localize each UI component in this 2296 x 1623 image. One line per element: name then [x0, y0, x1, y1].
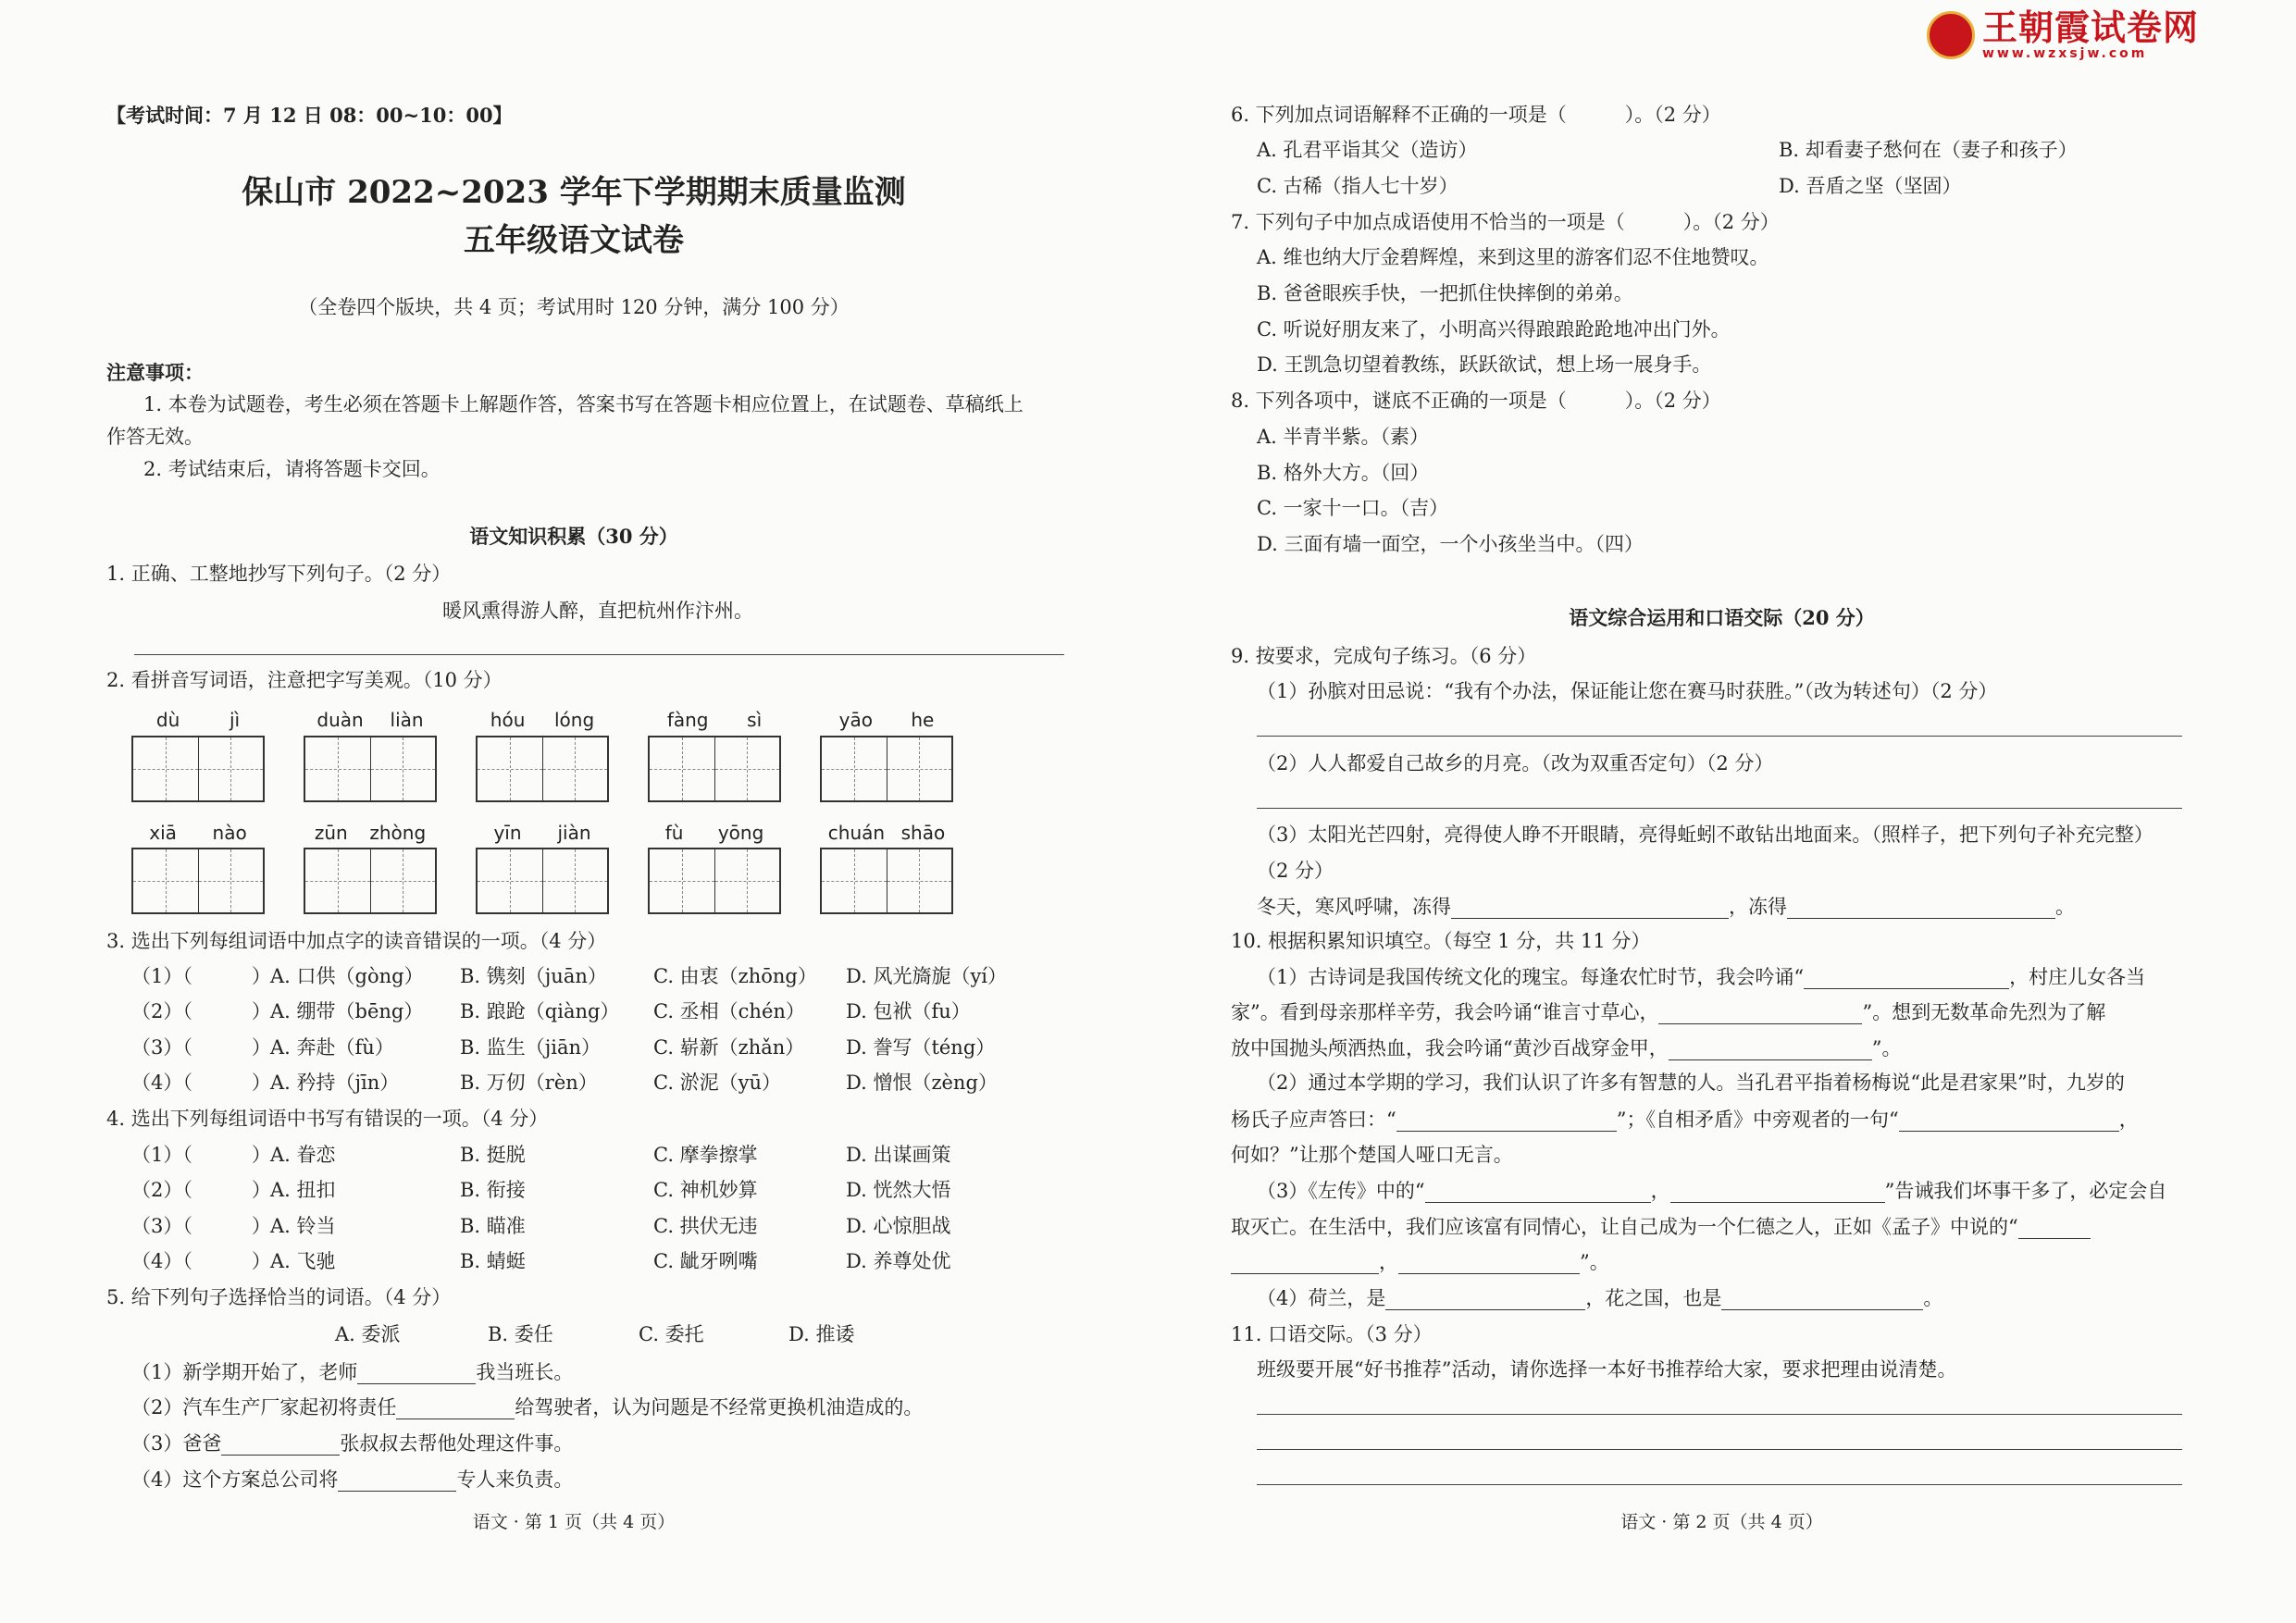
- q4-stem: 4. 选出下列每组词语中书写有错误的一项。（4 分）: [106, 1108, 549, 1130]
- q4-option[interactable]: B. 衔接: [460, 1179, 526, 1201]
- q10-blank[interactable]: [1398, 1250, 1580, 1274]
- writing-grid[interactable]: [476, 848, 609, 914]
- paper-title-line2: 五年级语文试卷: [464, 222, 684, 259]
- q3-option[interactable]: B. 监生（jiān）: [460, 1036, 602, 1059]
- q3-row: （3）（ ）: [131, 1036, 271, 1059]
- q3-option[interactable]: D. 憎恨（zèng）: [846, 1072, 998, 1094]
- q2-stem: 2. 看拼音写词语，注意把字写美观。（10 分）: [106, 669, 503, 691]
- q4-option[interactable]: C. 神机妙算: [653, 1179, 758, 1201]
- page-footer: 语文 · 第 1 页（共 4 页）: [472, 1512, 676, 1532]
- q1-stem: 1. 正确、工整地抄写下列句子。（2 分）: [106, 563, 452, 585]
- q4-option[interactable]: B. 挺脱: [460, 1144, 526, 1166]
- q8-option[interactable]: B. 格外大方。（回）: [1257, 462, 1430, 484]
- q10-p2: 何如？”让那个楚国人哑口无言。: [1231, 1144, 1513, 1166]
- q5-stem: 5. 给下列句子选择恰当的词语。（4 分）: [106, 1286, 452, 1308]
- q4-option[interactable]: A. 眷恋: [270, 1144, 336, 1166]
- q4-option[interactable]: B. 蜻蜓: [460, 1250, 526, 1272]
- q10-blank[interactable]: [2018, 1215, 2091, 1239]
- site-logo[interactable]: [1927, 9, 2199, 61]
- q9-blank[interactable]: [1451, 895, 1729, 919]
- writing-grid[interactable]: [304, 848, 437, 914]
- q4-option[interactable]: C. 拱伏无违: [653, 1215, 758, 1237]
- writing-grid[interactable]: [820, 848, 953, 914]
- q3-option[interactable]: B. 踉跄（qiàng）: [460, 1000, 620, 1022]
- q10-p2: （2）通过本学期的学习，我们认识了许多有智慧的人。当孔君平指着杨梅说“此是君家果”时，九岁的: [1257, 1072, 2125, 1094]
- q5-blank[interactable]: [338, 1468, 456, 1492]
- q5-option-c: C. 委托: [639, 1323, 704, 1345]
- q6-option[interactable]: D. 吾盾之坚（坚固）: [1779, 175, 1962, 197]
- q3-option[interactable]: A. 口供（gòng）: [270, 965, 424, 987]
- writing-grid[interactable]: [476, 736, 609, 802]
- q10-p3: （3）《左传》中的“ ， ”告诫我们坏事干多了，必定会自: [1257, 1180, 2167, 1202]
- q4-row: （3）（ ）: [131, 1215, 271, 1237]
- q11-text: 班级要开展“好书推荐”活动，请你选择一本好书推荐给大家，要求把理由说清楚。: [1257, 1358, 1957, 1381]
- q10-p2: 杨氏子应声答曰：“ ”；《自相矛盾》中旁观者的一句“ ，: [1231, 1109, 2139, 1131]
- q10-p1: （1）古诗词是我国传统文化的瑰宝。每逢农忙时节，我会吟诵“ ，村庄儿女各当: [1257, 966, 2146, 988]
- q5-item: （4）这个方案总公司将 专人来负责。: [131, 1468, 574, 1491]
- q10-blank[interactable]: [1385, 1286, 1585, 1310]
- q4-row: （1）（ ）: [131, 1144, 271, 1166]
- pinyin-pair: dù jì: [155, 709, 241, 731]
- q10-p3: 取灭亡。在生活中，我们应该富有同情心，让自己成为一个仁德之人，正如《孟子》中说的“: [1231, 1215, 2091, 1239]
- pinyin-pair: zūn zhòng: [314, 822, 427, 844]
- q4-option[interactable]: D. 出谋画策: [846, 1144, 951, 1166]
- q3-option[interactable]: B. 镌刻（juān）: [460, 965, 607, 987]
- q10-blank[interactable]: [1721, 1286, 1923, 1310]
- q10-blank[interactable]: [1425, 1179, 1651, 1203]
- q9-answer-line[interactable]: [1257, 736, 2182, 737]
- writing-grid[interactable]: [820, 736, 953, 802]
- q4-option[interactable]: A. 飞驰: [270, 1250, 336, 1272]
- q4-row: （2）（ ）: [131, 1179, 271, 1201]
- q9-sub2: （2）人人都爱自己故乡的月亮。（改为双重否定句）（2 分）: [1257, 752, 1774, 774]
- q11-stem: 11. 口语交际。（3 分）: [1231, 1323, 1433, 1345]
- writing-grid[interactable]: [131, 848, 265, 914]
- pinyin-pair: hóu lóng: [490, 709, 595, 731]
- q10-stem: 10. 根据积累知识填空。（每空 1 分，共 11 分）: [1231, 930, 1651, 952]
- q3-row: （1）（ ）: [131, 965, 271, 987]
- q3-option[interactable]: C. 淤泥（yū）: [653, 1072, 782, 1094]
- q3-option[interactable]: A. 矜持（jīn）: [270, 1072, 400, 1094]
- paper-subtitle: （全卷四个版块，共 4 页；考试用时 120 分钟，满分 100 分）: [298, 296, 850, 318]
- q6-option[interactable]: A. 孔君平诣其父（造访）: [1257, 139, 1478, 161]
- pinyin-pair: yāo he: [838, 709, 935, 731]
- q9-blank[interactable]: [1787, 895, 2055, 919]
- q1-answer-line[interactable]: [134, 654, 1064, 655]
- q10-blank[interactable]: [1669, 1036, 1872, 1060]
- section-1-heading: 语文知识积累（30 分）: [469, 525, 678, 548]
- q6-option[interactable]: C. 古稀（指人七十岁）: [1257, 175, 1458, 197]
- q4-option[interactable]: D. 养尊处优: [846, 1250, 951, 1272]
- q3-option[interactable]: D. 誊写（téng）: [846, 1036, 996, 1059]
- q10-p4: （4）荷兰，是 ，花之国，也是 。: [1257, 1287, 1943, 1309]
- q4-option[interactable]: A. 扭扣: [270, 1179, 336, 1201]
- q5-blank[interactable]: [396, 1395, 515, 1419]
- writing-grid[interactable]: [648, 736, 781, 802]
- q9-sub3: （3）太阳光芒四射，亮得使人睁不开眼睛，亮得蚯蚓不敢钻出地面来。（照样子，把下列句子补充完整）: [1257, 824, 2153, 846]
- pinyin-pair: yīn jiàn: [493, 822, 591, 844]
- pinyin-pair: fàng sì: [666, 709, 763, 731]
- pinyin-pair: xiā nào: [149, 822, 247, 844]
- logo-seal-icon: [1927, 11, 1975, 59]
- notice-item-1-cont: 作答无效。: [106, 426, 204, 448]
- pinyin-pair: chuán shāo: [827, 822, 946, 844]
- q5-item: （2）汽车生产厂家起初将责任 给驾驶者，认为问题是不经常更换机油造成的。: [131, 1396, 924, 1419]
- q7-option[interactable]: C. 听说好朋友来了，小明高兴得踉踉跄跄地冲出门外。: [1257, 318, 1731, 341]
- q7-option[interactable]: D. 王凯急切望着教练，跃跃欲试，想上场一展身手。: [1257, 353, 1712, 376]
- q4-row: （4）（ ）: [131, 1250, 271, 1272]
- notice-item-2: 2. 考试结束后，请将答题卡交回。: [143, 458, 441, 480]
- q5-option-b: B. 委任: [488, 1323, 553, 1345]
- q8-option[interactable]: C. 一家十一口。（吉）: [1257, 497, 1449, 519]
- q3-row: （4）（ ）: [131, 1072, 271, 1094]
- logo-url: www.wzxsjw.com: [1982, 46, 2148, 61]
- q3-stem: 3. 选出下列每组词语中加点字的读音错误的一项。（4 分）: [106, 930, 607, 952]
- paper-title-line1: 保山市 2022~2023 学年下学期期末质量监测: [242, 174, 906, 211]
- pinyin-pair: duàn liàn: [316, 709, 424, 731]
- q8-option[interactable]: A. 半青半紫。（素）: [1257, 426, 1430, 448]
- q4-option[interactable]: D. 恍然大悟: [846, 1179, 951, 1201]
- q3-option[interactable]: A. 绷带（bēng）: [270, 1000, 424, 1022]
- q7-stem: 7. 下列句子中加点成语使用不恰当的一项是（ ）。（2 分）: [1231, 211, 1780, 233]
- q3-option[interactable]: C. 崭新（zhǎn）: [653, 1036, 805, 1059]
- logo-name: 王朝霞试卷网: [1982, 7, 2200, 48]
- writing-grid[interactable]: [304, 736, 437, 802]
- exam-time: 【考试时间：7 月 12 日 08：00~10：00】: [106, 104, 513, 127]
- q9-answer-line[interactable]: [1257, 808, 2182, 809]
- q7-option[interactable]: A. 维也纳大厅金碧辉煌，来到这里的游客们忍不住地赞叹。: [1257, 246, 1769, 268]
- page-2: [1148, 0, 2296, 1623]
- q10-blank[interactable]: [1396, 1108, 1617, 1132]
- q3-option[interactable]: D. 包袱（fu）: [846, 1000, 971, 1022]
- q6-option[interactable]: B. 却看妻子愁何在（妻子和孩子）: [1779, 139, 2078, 161]
- q5-blank[interactable]: [221, 1431, 340, 1456]
- q9-sub1: （1）孙膑对田忌说：“我有个办法，保证能让您在赛马时获胜。”（改为转述句）（2 分）: [1257, 680, 1998, 702]
- q10-p1: 家”。看到母亲那样辛劳，我会吟诵“谁言寸草心， ”。想到无数革命先烈为了解: [1231, 1001, 2106, 1023]
- q7-option[interactable]: B. 爸爸眼疾手快，一把抓住快摔倒的弟弟。: [1257, 282, 1633, 304]
- writing-grid[interactable]: [648, 848, 781, 914]
- notice-heading: 注意事项：: [106, 361, 204, 384]
- q10-blank[interactable]: [1670, 1179, 1885, 1203]
- q11-answer-line[interactable]: [1257, 1449, 2182, 1450]
- q5-item: （1）新学期开始了，老师 我当班长。: [131, 1361, 574, 1383]
- q1-sentence: 暖风熏得游人醉，直把杭州作汴州。: [442, 600, 753, 622]
- q11-answer-line[interactable]: [1257, 1484, 2182, 1485]
- q4-option[interactable]: D. 心惊胆战: [846, 1215, 951, 1237]
- q9-sub3-score: （2 分）: [1257, 860, 1334, 882]
- q9-stem: 9. 按要求，完成句子练习。（6 分）: [1231, 645, 1537, 667]
- writing-grid[interactable]: [131, 736, 265, 802]
- q3-option[interactable]: B. 万仞（rèn）: [460, 1072, 598, 1094]
- q5-blank[interactable]: [357, 1360, 476, 1384]
- q8-option[interactable]: D. 三面有墙一面空，一个小孩坐当中。（四）: [1257, 533, 1644, 555]
- q6-stem: 6. 下列加点词语解释不正确的一项是（ ）。（2 分）: [1231, 104, 1721, 126]
- q11-answer-line[interactable]: [1257, 1414, 2182, 1415]
- q5-option-d: D. 推诿: [788, 1323, 855, 1345]
- q3-option[interactable]: C. 由衷（zhōng）: [653, 965, 817, 987]
- q10-blank[interactable]: [1804, 965, 2009, 989]
- notice-item-1: 1. 本卷为试题卷，考生必须在答题卡上解题作答，答案书写在答题卡相应位置上，在试题卷、草稿纸上: [143, 393, 1024, 415]
- q9-sub3-fill: 冬天，寒风呼啸，冻得 ，冻得 。: [1257, 896, 2075, 918]
- section-2-heading: 语文综合运用和口语交际（20 分）: [1569, 606, 1875, 629]
- q3-row: （2）（ ）: [131, 1000, 271, 1022]
- q5-item: （3）爸爸 张叔叔去帮他处理这件事。: [131, 1432, 574, 1455]
- q8-stem: 8. 下列各项中，谜底不正确的一项是（ ）。（2 分）: [1231, 390, 1721, 412]
- q3-option[interactable]: D. 风光旖旎（yí）: [846, 965, 1008, 987]
- page-footer: 语文 · 第 2 页（共 4 页）: [1620, 1512, 1823, 1532]
- q3-option[interactable]: A. 奔赴（fù）: [270, 1036, 394, 1059]
- q10-blank[interactable]: [1231, 1250, 1379, 1274]
- q3-option[interactable]: C. 丞相（chén）: [653, 1000, 805, 1022]
- q5-option-a: A. 委派: [335, 1323, 401, 1345]
- q4-option[interactable]: C. 摩拳擦掌: [653, 1144, 758, 1166]
- q10-p3: ， ”。: [1231, 1250, 1609, 1274]
- q4-option[interactable]: C. 龇牙咧嘴: [653, 1250, 758, 1272]
- q10-p1: 放中国抛头颅洒热血，我会吟诵“黄沙百战穿金甲， ”。: [1231, 1037, 1902, 1059]
- q10-blank[interactable]: [1658, 1000, 1862, 1024]
- q10-blank[interactable]: [1899, 1108, 2119, 1132]
- pinyin-pair: fù yōng: [664, 822, 764, 844]
- q4-option[interactable]: A. 铃当: [270, 1215, 336, 1237]
- q4-option[interactable]: B. 瞄准: [460, 1215, 526, 1237]
